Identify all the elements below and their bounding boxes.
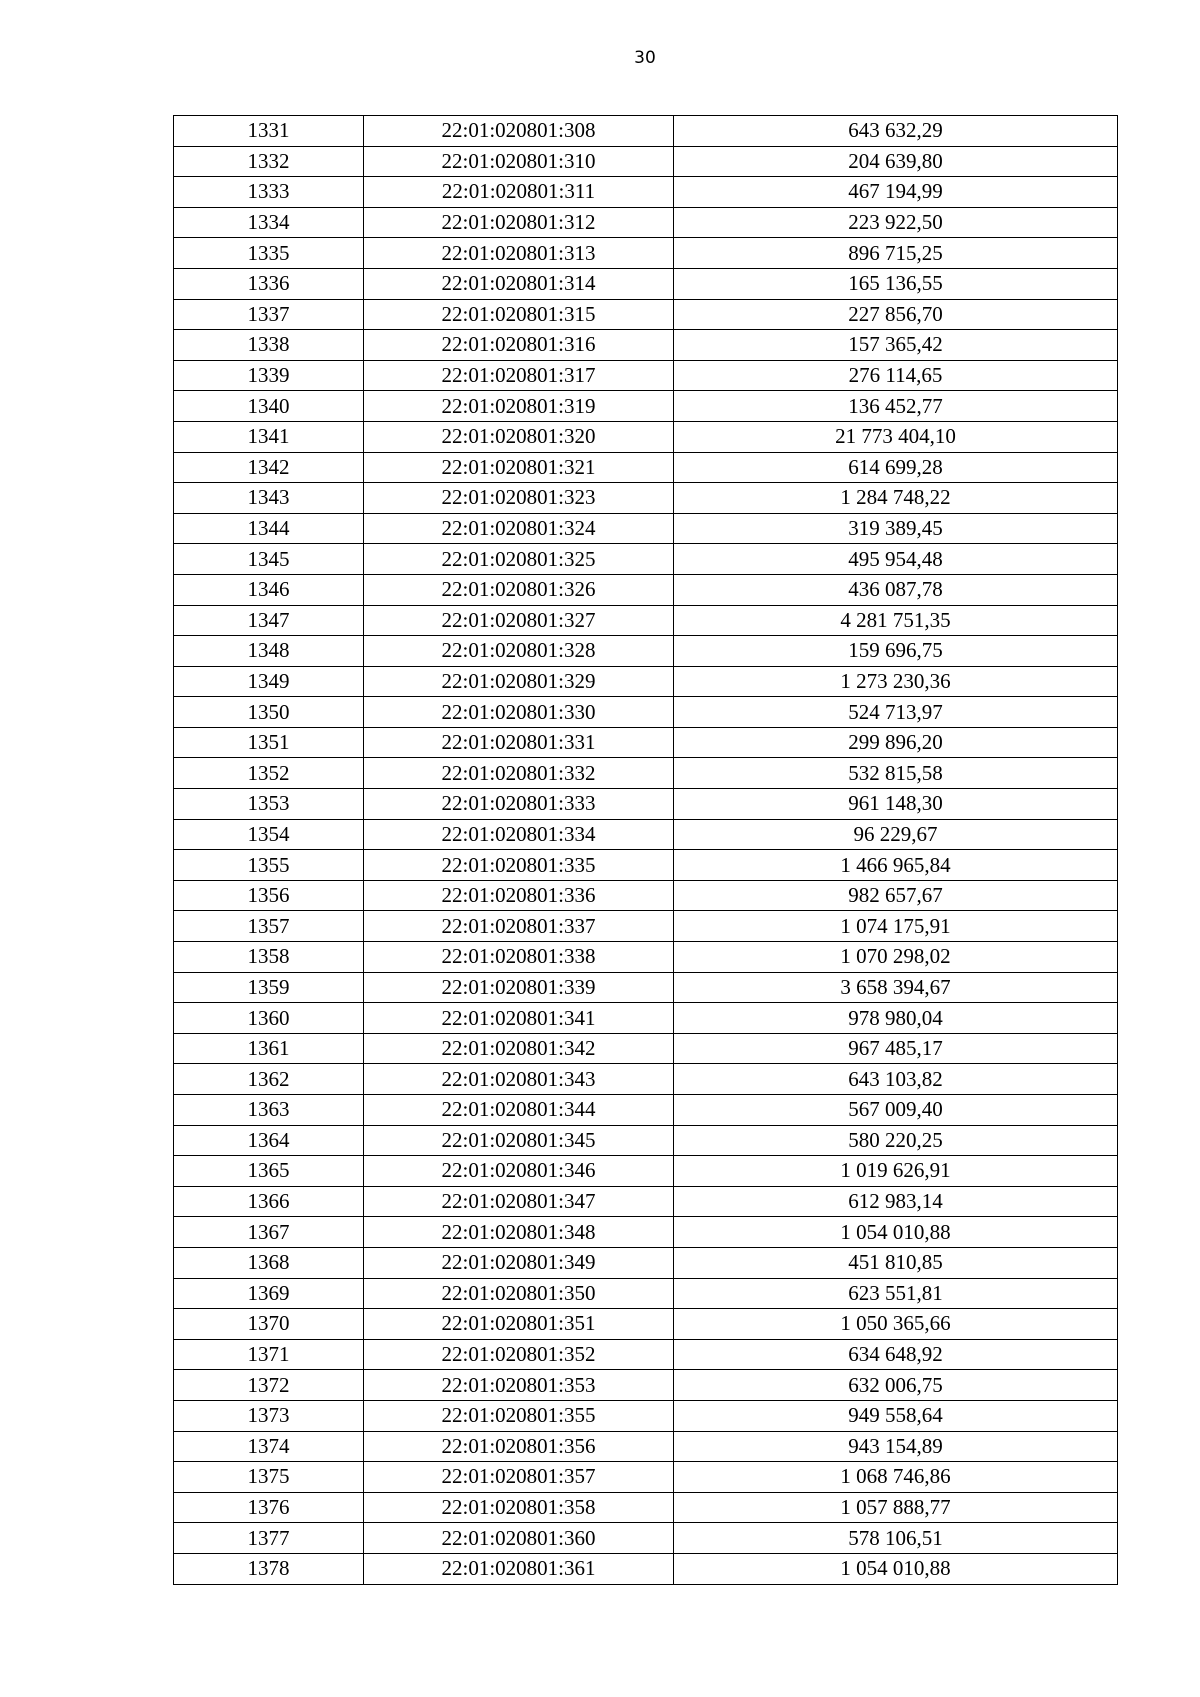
- value-cell: 1 057 888,77: [674, 1492, 1118, 1523]
- row-number-cell: 1336: [174, 268, 364, 299]
- cadastral-number-cell: 22:01:020801:321: [364, 452, 674, 483]
- value-cell: 967 485,17: [674, 1033, 1118, 1064]
- table-row: [174, 758, 1118, 789]
- cadastral-number-cell: 22:01:020801:349: [364, 1247, 674, 1278]
- cadastral-number-cell: 22:01:020801:319: [364, 391, 674, 422]
- cadastral-number-cell: 22:01:020801:312: [364, 207, 674, 238]
- row-number-cell: 1353: [174, 789, 364, 820]
- value-cell: 580 220,25: [674, 1125, 1118, 1156]
- value-cell: 578 106,51: [674, 1523, 1118, 1554]
- cadastral-number-cell: 22:01:020801:320: [364, 421, 674, 452]
- value-cell: 567 009,40: [674, 1095, 1118, 1126]
- value-cell: 614 699,28: [674, 452, 1118, 483]
- value-cell: 96 229,67: [674, 819, 1118, 850]
- table-body: [174, 116, 1118, 1585]
- value-cell: 495 954,48: [674, 544, 1118, 575]
- table-row: [174, 1156, 1118, 1187]
- table-row: [174, 880, 1118, 911]
- cadastral-number-cell: 22:01:020801:335: [364, 850, 674, 881]
- value-cell: 1 074 175,91: [674, 911, 1118, 942]
- row-number-cell: 1350: [174, 697, 364, 728]
- row-number-cell: 1331: [174, 116, 364, 147]
- row-number-cell: 1371: [174, 1339, 364, 1370]
- cadastral-number-cell: 22:01:020801:341: [364, 1003, 674, 1034]
- table-row: [174, 789, 1118, 820]
- row-number-cell: 1348: [174, 636, 364, 667]
- row-number-cell: 1347: [174, 605, 364, 636]
- row-number-cell: 1345: [174, 544, 364, 575]
- row-number-cell: 1367: [174, 1217, 364, 1248]
- table-row: [174, 605, 1118, 636]
- cadastral-number-cell: 22:01:020801:356: [364, 1431, 674, 1462]
- table-row: [174, 360, 1118, 391]
- value-cell: 978 980,04: [674, 1003, 1118, 1034]
- value-cell: 1 054 010,88: [674, 1217, 1118, 1248]
- value-cell: 949 558,64: [674, 1400, 1118, 1431]
- row-number-cell: 1337: [174, 299, 364, 330]
- cadastral-number-cell: 22:01:020801:347: [364, 1186, 674, 1217]
- row-number-cell: 1332: [174, 146, 364, 177]
- row-number-cell: 1365: [174, 1156, 364, 1187]
- table-row: [174, 574, 1118, 605]
- page-number: 30: [634, 48, 656, 68]
- table-row: [174, 666, 1118, 697]
- table-row: [174, 1400, 1118, 1431]
- row-number-cell: 1346: [174, 574, 364, 605]
- row-number-cell: 1339: [174, 360, 364, 391]
- cadastral-number-cell: 22:01:020801:313: [364, 238, 674, 269]
- row-number-cell: 1377: [174, 1523, 364, 1554]
- cadastral-number-cell: 22:01:020801:314: [364, 268, 674, 299]
- row-number-cell: 1378: [174, 1553, 364, 1584]
- cadastral-number-cell: 22:01:020801:311: [364, 177, 674, 208]
- cadastral-number-cell: 22:01:020801:353: [364, 1370, 674, 1401]
- cadastral-number-cell: 22:01:020801:355: [364, 1400, 674, 1431]
- value-cell: 165 136,55: [674, 268, 1118, 299]
- value-cell: 204 639,80: [674, 146, 1118, 177]
- table-row: [174, 299, 1118, 330]
- value-cell: 943 154,89: [674, 1431, 1118, 1462]
- row-number-cell: 1372: [174, 1370, 364, 1401]
- table-row: [174, 1523, 1118, 1554]
- table-row: [174, 452, 1118, 483]
- cadastral-number-cell: 22:01:020801:325: [364, 544, 674, 575]
- table-row: [174, 1003, 1118, 1034]
- cadastral-number-cell: 22:01:020801:345: [364, 1125, 674, 1156]
- row-number-cell: 1357: [174, 911, 364, 942]
- table-row: [174, 1431, 1118, 1462]
- table-row: [174, 1462, 1118, 1493]
- value-cell: 623 551,81: [674, 1278, 1118, 1309]
- value-cell: 643 103,82: [674, 1064, 1118, 1095]
- cadastral-number-cell: 22:01:020801:332: [364, 758, 674, 789]
- value-cell: 1 070 298,02: [674, 942, 1118, 973]
- table-row: [174, 207, 1118, 238]
- value-cell: 896 715,25: [674, 238, 1118, 269]
- cadastral-number-cell: 22:01:020801:324: [364, 513, 674, 544]
- table-row: [174, 697, 1118, 728]
- table-row: [174, 1064, 1118, 1095]
- value-cell: 634 648,92: [674, 1339, 1118, 1370]
- table-row: [174, 146, 1118, 177]
- row-number-cell: 1341: [174, 421, 364, 452]
- value-cell: 21 773 404,10: [674, 421, 1118, 452]
- row-number-cell: 1363: [174, 1095, 364, 1126]
- row-number-cell: 1366: [174, 1186, 364, 1217]
- cadastral-number-cell: 22:01:020801:315: [364, 299, 674, 330]
- cadastral-value-table: [173, 115, 1118, 1585]
- cadastral-number-cell: 22:01:020801:343: [364, 1064, 674, 1095]
- value-cell: 223 922,50: [674, 207, 1118, 238]
- cadastral-number-cell: 22:01:020801:352: [364, 1339, 674, 1370]
- row-number-cell: 1360: [174, 1003, 364, 1034]
- value-cell: 299 896,20: [674, 727, 1118, 758]
- value-cell: 1 019 626,91: [674, 1156, 1118, 1187]
- cadastral-number-cell: 22:01:020801:350: [364, 1278, 674, 1309]
- cadastral-number-cell: 22:01:020801:317: [364, 360, 674, 391]
- value-cell: 159 696,75: [674, 636, 1118, 667]
- row-number-cell: 1364: [174, 1125, 364, 1156]
- cadastral-number-cell: 22:01:020801:310: [364, 146, 674, 177]
- table-row: [174, 636, 1118, 667]
- table-row: [174, 330, 1118, 361]
- cadastral-number-cell: 22:01:020801:334: [364, 819, 674, 850]
- row-number-cell: 1373: [174, 1400, 364, 1431]
- cadastral-number-cell: 22:01:020801:357: [364, 1462, 674, 1493]
- value-cell: 982 657,67: [674, 880, 1118, 911]
- cadastral-number-cell: 22:01:020801:326: [364, 574, 674, 605]
- row-number-cell: 1352: [174, 758, 364, 789]
- table-row: [174, 972, 1118, 1003]
- row-number-cell: 1344: [174, 513, 364, 544]
- value-cell: 1 054 010,88: [674, 1553, 1118, 1584]
- table-row: [174, 421, 1118, 452]
- row-number-cell: 1340: [174, 391, 364, 422]
- row-number-cell: 1370: [174, 1309, 364, 1340]
- value-cell: 612 983,14: [674, 1186, 1118, 1217]
- value-cell: 227 856,70: [674, 299, 1118, 330]
- cadastral-number-cell: 22:01:020801:344: [364, 1095, 674, 1126]
- cadastral-number-cell: 22:01:020801:336: [364, 880, 674, 911]
- table-row: [174, 268, 1118, 299]
- table-row: [174, 1125, 1118, 1156]
- value-cell: 3 658 394,67: [674, 972, 1118, 1003]
- value-cell: 276 114,65: [674, 360, 1118, 391]
- row-number-cell: 1355: [174, 850, 364, 881]
- cadastral-number-cell: 22:01:020801:330: [364, 697, 674, 728]
- cadastral-number-cell: 22:01:020801:339: [364, 972, 674, 1003]
- table-row: [174, 391, 1118, 422]
- cadastral-number-cell: 22:01:020801:323: [364, 483, 674, 514]
- table-row: [174, 177, 1118, 208]
- table-row: [174, 116, 1118, 147]
- value-cell: 1 466 965,84: [674, 850, 1118, 881]
- value-cell: 136 452,77: [674, 391, 1118, 422]
- row-number-cell: 1376: [174, 1492, 364, 1523]
- cadastral-number-cell: 22:01:020801:360: [364, 1523, 674, 1554]
- table-row: [174, 513, 1118, 544]
- row-number-cell: 1359: [174, 972, 364, 1003]
- value-cell: 157 365,42: [674, 330, 1118, 361]
- row-number-cell: 1338: [174, 330, 364, 361]
- cadastral-number-cell: 22:01:020801:331: [364, 727, 674, 758]
- cadastral-number-cell: 22:01:020801:351: [364, 1309, 674, 1340]
- row-number-cell: 1362: [174, 1064, 364, 1095]
- table-row: [174, 727, 1118, 758]
- table-row: [174, 544, 1118, 575]
- cadastral-number-cell: 22:01:020801:337: [364, 911, 674, 942]
- value-cell: 319 389,45: [674, 513, 1118, 544]
- row-number-cell: 1356: [174, 880, 364, 911]
- cadastral-number-cell: 22:01:020801:346: [364, 1156, 674, 1187]
- table-row: [174, 238, 1118, 269]
- table-row: [174, 1278, 1118, 1309]
- value-cell: 532 815,58: [674, 758, 1118, 789]
- table-row: [174, 1309, 1118, 1340]
- table-row: [174, 1370, 1118, 1401]
- value-cell: 467 194,99: [674, 177, 1118, 208]
- cadastral-number-cell: 22:01:020801:328: [364, 636, 674, 667]
- cadastral-number-cell: 22:01:020801:348: [364, 1217, 674, 1248]
- value-cell: 632 006,75: [674, 1370, 1118, 1401]
- table-row: [174, 483, 1118, 514]
- table-row: [174, 1339, 1118, 1370]
- row-number-cell: 1342: [174, 452, 364, 483]
- value-cell: 4 281 751,35: [674, 605, 1118, 636]
- table-row: [174, 1492, 1118, 1523]
- row-number-cell: 1335: [174, 238, 364, 269]
- cadastral-number-cell: 22:01:020801:358: [364, 1492, 674, 1523]
- value-cell: 961 148,30: [674, 789, 1118, 820]
- row-number-cell: 1349: [174, 666, 364, 697]
- row-number-cell: 1358: [174, 942, 364, 973]
- value-cell: 451 810,85: [674, 1247, 1118, 1278]
- value-cell: 1 068 746,86: [674, 1462, 1118, 1493]
- cadastral-number-cell: 22:01:020801:361: [364, 1553, 674, 1584]
- cadastral-number-cell: 22:01:020801:329: [364, 666, 674, 697]
- cadastral-number-cell: 22:01:020801:308: [364, 116, 674, 147]
- row-number-cell: 1368: [174, 1247, 364, 1278]
- table-row: [174, 850, 1118, 881]
- cadastral-number-cell: 22:01:020801:316: [364, 330, 674, 361]
- table-row: [174, 1247, 1118, 1278]
- table-row: [174, 1095, 1118, 1126]
- table-row: [174, 1217, 1118, 1248]
- table-row: [174, 819, 1118, 850]
- value-cell: 1 284 748,22: [674, 483, 1118, 514]
- value-cell: 436 087,78: [674, 574, 1118, 605]
- value-cell: 524 713,97: [674, 697, 1118, 728]
- cadastral-number-cell: 22:01:020801:342: [364, 1033, 674, 1064]
- table-row: [174, 942, 1118, 973]
- value-cell: 1 273 230,36: [674, 666, 1118, 697]
- row-number-cell: 1351: [174, 727, 364, 758]
- table-row: [174, 1186, 1118, 1217]
- table-row: [174, 1033, 1118, 1064]
- row-number-cell: 1354: [174, 819, 364, 850]
- table-row: [174, 1553, 1118, 1584]
- row-number-cell: 1334: [174, 207, 364, 238]
- row-number-cell: 1374: [174, 1431, 364, 1462]
- value-cell: 643 632,29: [674, 116, 1118, 147]
- value-cell: 1 050 365,66: [674, 1309, 1118, 1340]
- table-row: [174, 911, 1118, 942]
- row-number-cell: 1369: [174, 1278, 364, 1309]
- cadastral-number-cell: 22:01:020801:327: [364, 605, 674, 636]
- row-number-cell: 1343: [174, 483, 364, 514]
- row-number-cell: 1375: [174, 1462, 364, 1493]
- cadastral-number-cell: 22:01:020801:333: [364, 789, 674, 820]
- cadastral-number-cell: 22:01:020801:338: [364, 942, 674, 973]
- row-number-cell: 1333: [174, 177, 364, 208]
- row-number-cell: 1361: [174, 1033, 364, 1064]
